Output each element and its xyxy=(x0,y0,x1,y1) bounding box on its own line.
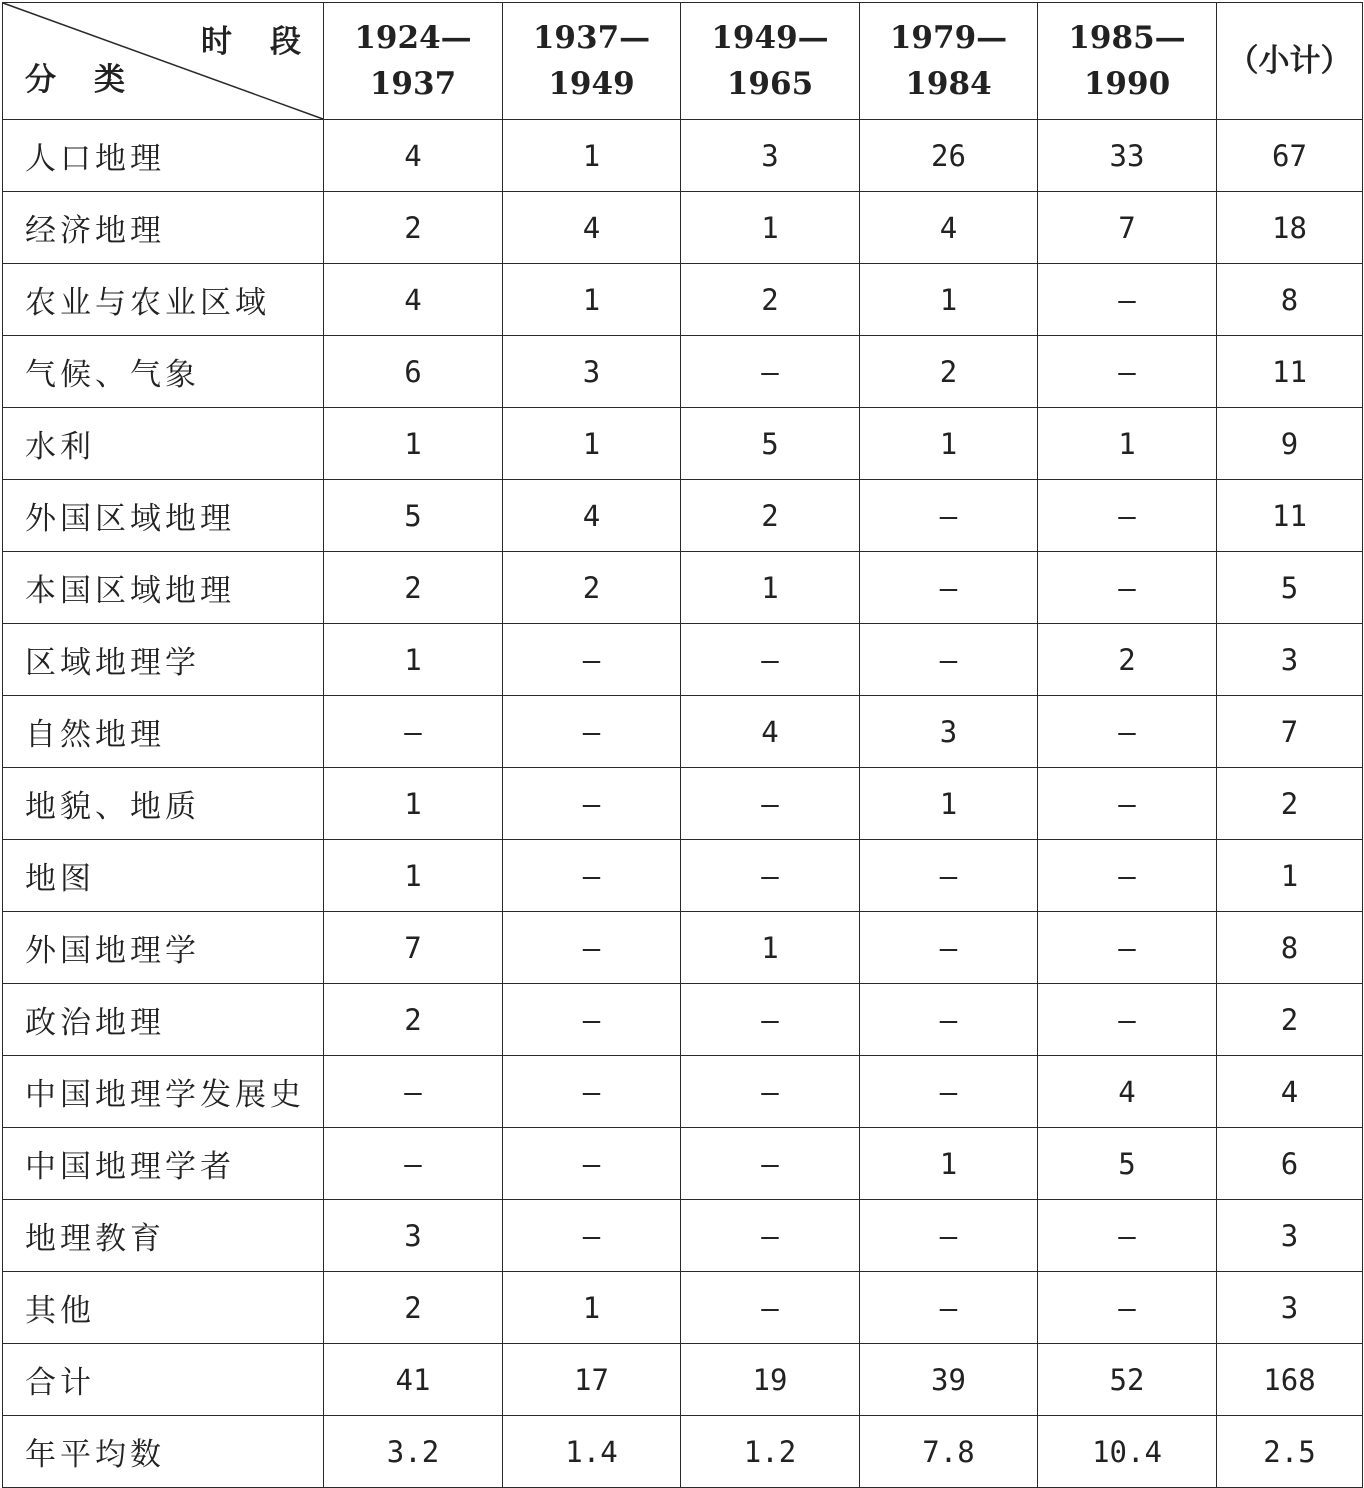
count-cell: 5 xyxy=(1038,1128,1217,1200)
table-row xyxy=(3,696,1363,768)
count-cell: — xyxy=(503,1056,681,1128)
row-category-label: 农业与农业区域 xyxy=(3,264,324,336)
table-row xyxy=(3,1344,1363,1416)
count-cell: — xyxy=(1038,264,1217,336)
count-cell: — xyxy=(1038,840,1217,912)
count-cell: 2 xyxy=(324,192,503,264)
count-cell: — xyxy=(503,984,681,1056)
count-cell: 3 xyxy=(860,696,1038,768)
count-cell: — xyxy=(681,768,860,840)
table-row xyxy=(3,1272,1363,1344)
count-cell: — xyxy=(503,840,681,912)
count-cell: 3 xyxy=(503,336,681,408)
count-cell: — xyxy=(324,1056,503,1128)
count-cell: 5 xyxy=(681,408,860,480)
row-category-label: 区域地理学 xyxy=(3,624,324,696)
period-end: 1984 xyxy=(905,66,992,102)
count-cell: 1 xyxy=(681,552,860,624)
subtotal-cell: 11 xyxy=(1217,336,1363,408)
row-category-label: 合计 xyxy=(3,1344,324,1416)
subtotal-cell: 67 xyxy=(1217,120,1363,192)
row-category-label: 本国区域地理 xyxy=(3,552,324,624)
subtotal-cell: 3 xyxy=(1217,624,1363,696)
period-end: 1949 xyxy=(548,66,635,102)
count-cell: — xyxy=(503,768,681,840)
period-start: 1937— xyxy=(532,20,651,56)
count-cell: — xyxy=(1038,696,1217,768)
count-cell: 6 xyxy=(324,336,503,408)
row-category-label: 人口地理 xyxy=(3,120,324,192)
count-cell: 1 xyxy=(324,408,503,480)
count-cell: 2 xyxy=(681,264,860,336)
table-row xyxy=(3,624,1363,696)
count-cell: — xyxy=(860,552,1038,624)
count-cell: 1.4 xyxy=(503,1416,681,1488)
count-cell: 4 xyxy=(681,696,860,768)
count-cell: 41 xyxy=(324,1344,503,1416)
count-cell: — xyxy=(860,1272,1038,1344)
table-row xyxy=(3,192,1363,264)
count-cell: 1 xyxy=(860,1128,1038,1200)
count-cell: — xyxy=(503,1128,681,1200)
count-cell: — xyxy=(860,480,1038,552)
count-cell: 1 xyxy=(503,408,681,480)
count-cell: 2 xyxy=(324,1272,503,1344)
count-cell: 4 xyxy=(324,120,503,192)
count-cell: 2 xyxy=(324,552,503,624)
count-cell: — xyxy=(1038,1272,1217,1344)
period-header-1949-1965 xyxy=(681,3,860,120)
count-cell: — xyxy=(1038,336,1217,408)
subtotal-cell: 6 xyxy=(1217,1128,1363,1200)
count-cell: 1 xyxy=(681,912,860,984)
count-cell: — xyxy=(324,1128,503,1200)
count-cell: — xyxy=(860,624,1038,696)
table-row xyxy=(3,336,1363,408)
count-cell: — xyxy=(860,1200,1038,1272)
period-axis-label: 时段 xyxy=(201,24,339,60)
count-cell: 5 xyxy=(324,480,503,552)
header-row xyxy=(3,3,1363,120)
count-cell: 4 xyxy=(860,192,1038,264)
row-category-label: 中国地理学发展史 xyxy=(3,1056,324,1128)
count-cell: 2 xyxy=(503,552,681,624)
row-category-label: 地貌、地质 xyxy=(3,768,324,840)
row-category-label: 中国地理学者 xyxy=(3,1128,324,1200)
count-cell: 2 xyxy=(860,336,1038,408)
count-cell: 33 xyxy=(1038,120,1217,192)
header-corner-cell xyxy=(3,3,339,120)
row-category-label: 年平均数 xyxy=(3,1416,324,1488)
row-category-label: 气候、气象 xyxy=(3,336,324,408)
table-row xyxy=(3,840,1363,912)
subtotal-cell: 5 xyxy=(1217,552,1363,624)
count-cell: — xyxy=(681,1128,860,1200)
period-start: 1979— xyxy=(889,20,1008,56)
count-cell: 39 xyxy=(860,1344,1038,1416)
statistics-table xyxy=(2,2,1363,1488)
count-cell: 3.2 xyxy=(324,1416,503,1488)
row-category-label: 外国地理学 xyxy=(3,912,324,984)
count-cell: — xyxy=(860,840,1038,912)
row-category-label: 其他 xyxy=(3,1272,324,1344)
count-cell: 1 xyxy=(860,408,1038,480)
subtotal-cell: 4 xyxy=(1217,1056,1363,1128)
count-cell: 1 xyxy=(860,264,1038,336)
count-cell: — xyxy=(1038,1200,1217,1272)
count-cell: 2 xyxy=(324,984,503,1056)
subtotal-cell: 168 xyxy=(1217,1344,1363,1416)
table-row xyxy=(3,1416,1363,1488)
count-cell: 1.2 xyxy=(681,1416,860,1488)
subtotal-cell: 3 xyxy=(1217,1200,1363,1272)
table-body xyxy=(3,120,1363,1488)
count-cell: — xyxy=(860,912,1038,984)
count-cell: 1 xyxy=(324,768,503,840)
count-cell: 7.8 xyxy=(860,1416,1038,1488)
row-category-label: 地图 xyxy=(3,840,324,912)
period-header-1937-1949 xyxy=(503,3,681,120)
count-cell: 1 xyxy=(860,768,1038,840)
count-cell: — xyxy=(681,1272,860,1344)
table-row xyxy=(3,408,1363,480)
subtotal-cell: 9 xyxy=(1217,408,1363,480)
count-cell: 1 xyxy=(324,840,503,912)
table-row xyxy=(3,1056,1363,1128)
subtotal-cell: 1 xyxy=(1217,840,1363,912)
table-row xyxy=(3,552,1363,624)
row-category-label: 政治地理 xyxy=(3,984,324,1056)
count-cell: 3 xyxy=(324,1200,503,1272)
count-cell: 19 xyxy=(681,1344,860,1416)
count-cell: — xyxy=(860,984,1038,1056)
count-cell: 4 xyxy=(1038,1056,1217,1128)
count-cell: — xyxy=(681,336,860,408)
table-row xyxy=(3,1200,1363,1272)
count-cell: 17 xyxy=(503,1344,681,1416)
subtotal-header: （小计） xyxy=(1217,3,1363,120)
table-row xyxy=(3,984,1363,1056)
period-end: 1990 xyxy=(1083,66,1171,102)
period-header-1979-1984 xyxy=(860,3,1038,120)
period-start: 1949— xyxy=(711,20,829,56)
period-start: 1985— xyxy=(1068,20,1186,56)
subtotal-cell: 7 xyxy=(1217,696,1363,768)
period-header-1985-1990 xyxy=(1038,3,1217,120)
count-cell: 2 xyxy=(681,480,860,552)
count-cell: — xyxy=(503,1200,681,1272)
count-cell: 4 xyxy=(503,192,681,264)
row-category-label: 经济地理 xyxy=(3,192,324,264)
subtotal-cell: 2 xyxy=(1217,984,1363,1056)
count-cell: — xyxy=(681,840,860,912)
count-cell: 7 xyxy=(324,912,503,984)
count-cell: 26 xyxy=(860,120,1038,192)
table-row xyxy=(3,1128,1363,1200)
category-axis-label: 分类 xyxy=(25,62,163,98)
count-cell: — xyxy=(681,1200,860,1272)
count-cell: 4 xyxy=(503,480,681,552)
count-cell: 2 xyxy=(1038,624,1217,696)
period-header-1924-1937 xyxy=(324,3,503,120)
subtotal-cell: 8 xyxy=(1217,912,1363,984)
count-cell: 10.4 xyxy=(1038,1416,1217,1488)
period-start: 1924— xyxy=(354,20,472,56)
table-row xyxy=(3,264,1363,336)
table-row xyxy=(3,912,1363,984)
period-end: 1937 xyxy=(369,66,457,102)
count-cell: — xyxy=(1038,480,1217,552)
subtotal-cell: 2.5 xyxy=(1217,1416,1363,1488)
count-cell: — xyxy=(503,624,681,696)
count-cell: 1 xyxy=(1038,408,1217,480)
count-cell: 1 xyxy=(681,192,860,264)
row-category-label: 自然地理 xyxy=(3,696,324,768)
count-cell: 3 xyxy=(681,120,860,192)
count-cell: 1 xyxy=(503,264,681,336)
count-cell: 4 xyxy=(324,264,503,336)
period-end: 1965 xyxy=(726,66,814,102)
count-cell: — xyxy=(324,696,503,768)
count-cell: 1 xyxy=(503,120,681,192)
count-cell: 7 xyxy=(1038,192,1217,264)
row-category-label: 水利 xyxy=(3,408,324,480)
count-cell: — xyxy=(1038,912,1217,984)
count-cell: — xyxy=(681,1056,860,1128)
subtotal-cell: 8 xyxy=(1217,264,1363,336)
count-cell: — xyxy=(503,912,681,984)
subtotal-cell: 18 xyxy=(1217,192,1363,264)
table-row xyxy=(3,120,1363,192)
count-cell: 1 xyxy=(324,624,503,696)
count-cell: — xyxy=(1038,984,1217,1056)
subtotal-cell: 2 xyxy=(1217,768,1363,840)
count-cell: 1 xyxy=(503,1272,681,1344)
count-cell: — xyxy=(681,984,860,1056)
row-category-label: 外国区域地理 xyxy=(3,480,324,552)
count-cell: — xyxy=(1038,768,1217,840)
table-row xyxy=(3,768,1363,840)
subtotal-cell: 3 xyxy=(1217,1272,1363,1344)
row-category-label: 地理教育 xyxy=(3,1200,324,1272)
count-cell: 52 xyxy=(1038,1344,1217,1416)
count-cell: — xyxy=(1038,552,1217,624)
table-row xyxy=(3,480,1363,552)
count-cell: — xyxy=(681,624,860,696)
subtotal-cell: 11 xyxy=(1217,480,1363,552)
count-cell: — xyxy=(860,1056,1038,1128)
count-cell: — xyxy=(503,696,681,768)
